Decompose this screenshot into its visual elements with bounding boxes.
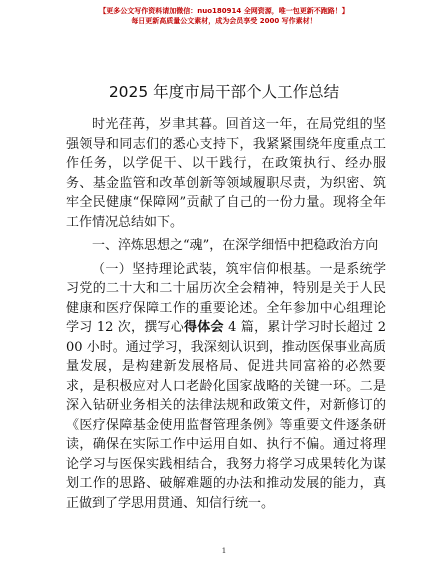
body-paragraph: [66, 260, 386, 514]
bold-phrase: 得体会: [184, 320, 224, 335]
paragraph-text-b: 4 篇，累计学习时长超过 200 小时。通过学习，我深刻认识到，推动医保事业高质量发展，是构建新发展格局、促进共同富裕的必然要求，是积极应对人口老龄化国家战略的关键一环。二是深入钻研业务相关的法律法规和政策文件，对新修订的《医疗保障基金使用监督管理条例》等重要文件逐条研读，确保在实际工作中运用自如、执行不偏。通过将理论学习与医保实践相结合，我努力将学习成果转化为谋划工作的思路、破解难题的办法和推动发展的能力，真正做到了学思用贯通、知信行统一。: [66, 320, 386, 511]
paragraph-text-a: （一）坚持理论武装，筑牢信仰根基。一是系统学习党的二十大和二十届历次全会精神，特别是关于人民健康和医疗保障工作的重要论述。全年参加中心组理论学习 12 次，撰写心: [66, 261, 386, 335]
promo-banner-line-2: 每日更新高质量公文素材，成为会员享受 2000 写作素材！: [131, 17, 317, 25]
document-title: 2025 年度市局干部个人工作总结: [108, 83, 340, 101]
promo-banner: [0, 6, 448, 26]
promo-banner-line-1: 【更多公文写作资料请加微信：nuo180914 全网资源，唯一包更新不跑路！】: [99, 7, 349, 15]
intro-paragraph: 时光荏苒，岁聿其暮。回首这一年，在局党组的坚强领导和同志们的悉心支持下，我紧紧围绕年度重点工作任务，以学促干、以干践行，在政策执行、经办服务、基金监管和改革创新等领域履职尽责，为织密、筑牢全民健康“保障网”贡献了自己的一份力量。现将全年工作情况总结如下。: [66, 117, 386, 230]
page-number: 1: [221, 546, 227, 555]
section-heading: 一、淬炼思想之“魂”，在深学细悟中把稳政治方向: [92, 238, 379, 253]
document-body: [66, 115, 386, 513]
